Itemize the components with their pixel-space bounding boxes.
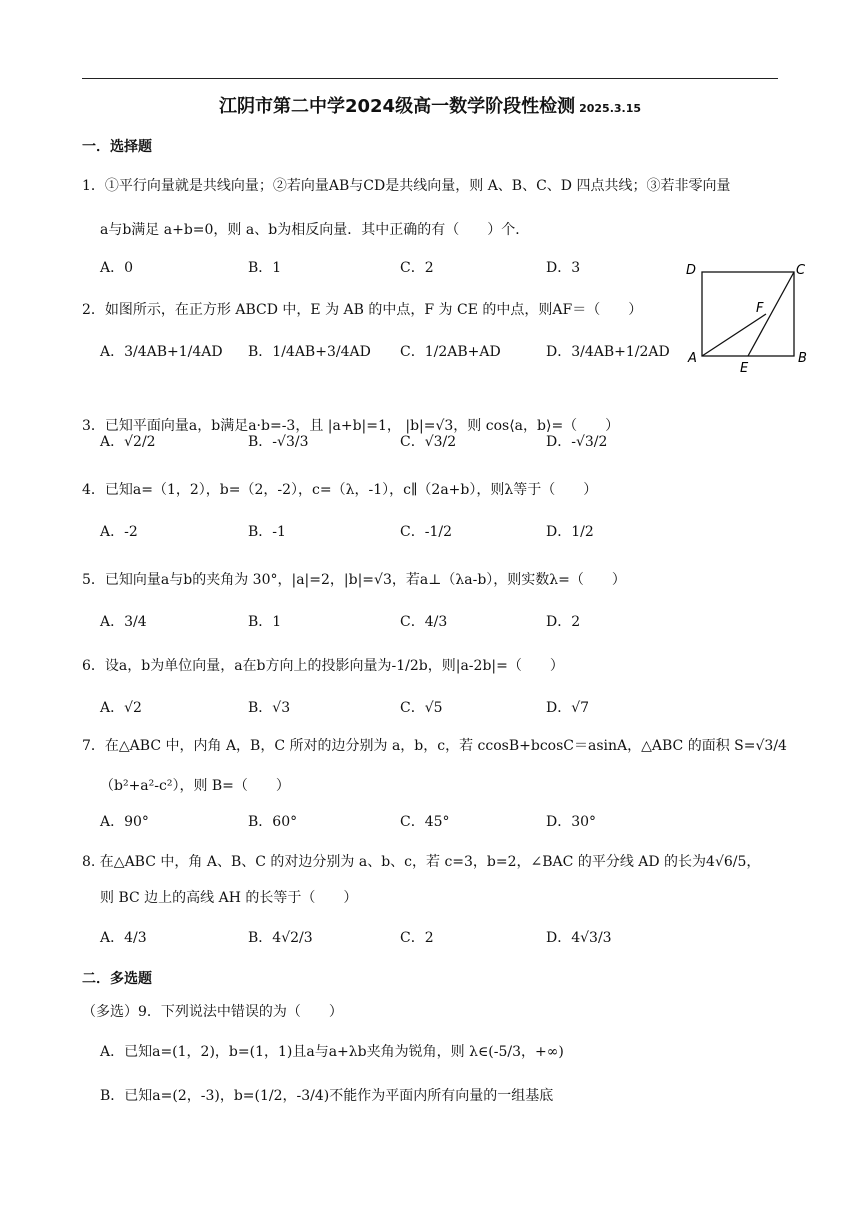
segment-af xyxy=(702,314,766,356)
q9-stem: （多选）9．下列说法中错误的为（ ） xyxy=(82,1004,343,1020)
q2-option-a: A．3/4AB+1/4AD xyxy=(100,344,223,360)
q2-option-d: D．3/4AB+1/2AD xyxy=(546,344,670,360)
q5-option-a: A．3/4 xyxy=(100,614,147,630)
q5-stem: 5．已知向量a与b的夹角为 30°，|a|=2，|b|=√3，若a⊥（λa-b），则实数λ=（ ） xyxy=(82,572,626,588)
q9-option-b: B．已知a=(2，-3)，b=(1/2，-3/4)不能作为平面内所有向量的一组基底 xyxy=(100,1088,554,1104)
q3-option-a: A．√2/2 xyxy=(100,434,156,450)
q4-option-d: D．1/2 xyxy=(546,524,594,540)
q8-option-b: B．4√2/3 xyxy=(248,930,313,946)
label-d: D xyxy=(686,263,697,278)
label-b: B xyxy=(798,351,807,366)
q4-option-c: C．-1/2 xyxy=(400,524,452,540)
q7-option-d: D．30° xyxy=(546,814,597,830)
q1-line2: a与b满足 a+b=0，则 a、b为相反向量．其中正确的有（ ）个． xyxy=(100,222,530,238)
q7-option-b: B．60° xyxy=(248,814,298,830)
q8-option-d: D．4√3/3 xyxy=(546,930,612,946)
q8-line2: 则 BC 边上的高线 AH 的长等于（ ） xyxy=(100,890,358,906)
q5-option-c: C．4/3 xyxy=(400,614,448,630)
q4-option-b: B．-1 xyxy=(248,524,286,540)
q4-option-a: A．-2 xyxy=(100,524,138,540)
q8-option-a: A．4/3 xyxy=(100,930,147,946)
q2-stem: 2．如图所示，在正方形 ABCD 中，E 为 AB 的中点，F 为 CE 的中点，则AF＝（ ） xyxy=(82,302,643,318)
q2-option-b: B．1/4AB+3/4AD xyxy=(248,344,371,360)
label-e: E xyxy=(740,361,749,376)
q7-option-a: A．90° xyxy=(100,814,149,830)
label-a: A xyxy=(688,351,697,366)
section-heading-multi-choice: 二．多选题 xyxy=(82,971,152,987)
q6-option-b: B．√3 xyxy=(248,700,291,716)
label-f: F xyxy=(756,301,764,316)
q1-option-a: A．0 xyxy=(100,260,134,276)
section-heading-single-choice: 一．选择题 xyxy=(82,139,152,155)
q5-option-d: D．2 xyxy=(546,614,581,630)
q1-option-d: D．3 xyxy=(546,260,581,276)
q2-option-c: C．1/2AB+AD xyxy=(400,344,501,360)
q6-option-d: D．√7 xyxy=(546,700,590,716)
label-c: C xyxy=(796,263,806,278)
q8-option-c: C．2 xyxy=(400,930,434,946)
q1-line1: 1．①平行向量就是共线向量；②若向量AB与CD是共线向量，则 A、B、C、D 四点共线；③若非零向量 xyxy=(82,178,731,194)
title-date: 2025.3.15 xyxy=(579,102,642,115)
page-title xyxy=(0,92,860,118)
q1-option-c: C．2 xyxy=(400,260,434,276)
q7-line1: 7．在△ABC 中，内角 A，B，C 所对的边分别为 a，b，c，若 ccosB+bcosC＝asinA，△ABC 的面积 S=√3/4 xyxy=(82,738,787,754)
square-abcd xyxy=(702,272,794,356)
header-rule xyxy=(82,78,778,79)
q3-option-d: D．-√3/2 xyxy=(546,434,608,450)
q7-option-c: C．45° xyxy=(400,814,450,830)
title-text: 江阴市第二中学2024级高一数学阶段性检测 xyxy=(218,96,576,117)
square-figure xyxy=(680,258,810,378)
q7-line2: （b²+a²-c²），则 B=（ ） xyxy=(100,778,290,794)
q8-line1: 8. 在△ABC 中，角 A、B、C 的对边分别为 a、b、c，若 c=3，b=2，∠BAC 的平分线 AD 的长为4√6/5， xyxy=(82,854,761,870)
q9-option-a: A．已知a=(1，2)，b=(1，1)且a与a+λb夹角为锐角，则 λ∈(-5/3，+∞) xyxy=(100,1044,564,1060)
segment-ce xyxy=(748,272,794,356)
q1-option-b: B．1 xyxy=(248,260,282,276)
q4-stem: 4．已知a=（1，2），b=（2，-2），c=（λ，-1），c∥（2a+b），则λ等于（ ） xyxy=(82,482,598,498)
q3-option-b: B．-√3/3 xyxy=(248,434,309,450)
q6-stem: 6．设a，b为单位向量，a在b方向上的投影向量为-1/2b，则|a-2b|=（ ） xyxy=(82,658,564,674)
q6-option-a: A．√2 xyxy=(100,700,142,716)
q3-stem: 3．已知平面向量a，b满足a·b=-3，且 |a+b|=1， |b|=√3，则 cos⟨a，b⟩=（ ） xyxy=(82,418,620,434)
q6-option-c: C．√5 xyxy=(400,700,443,716)
q3-option-c: C．√3/2 xyxy=(400,434,457,450)
q5-option-b: B．1 xyxy=(248,614,282,630)
